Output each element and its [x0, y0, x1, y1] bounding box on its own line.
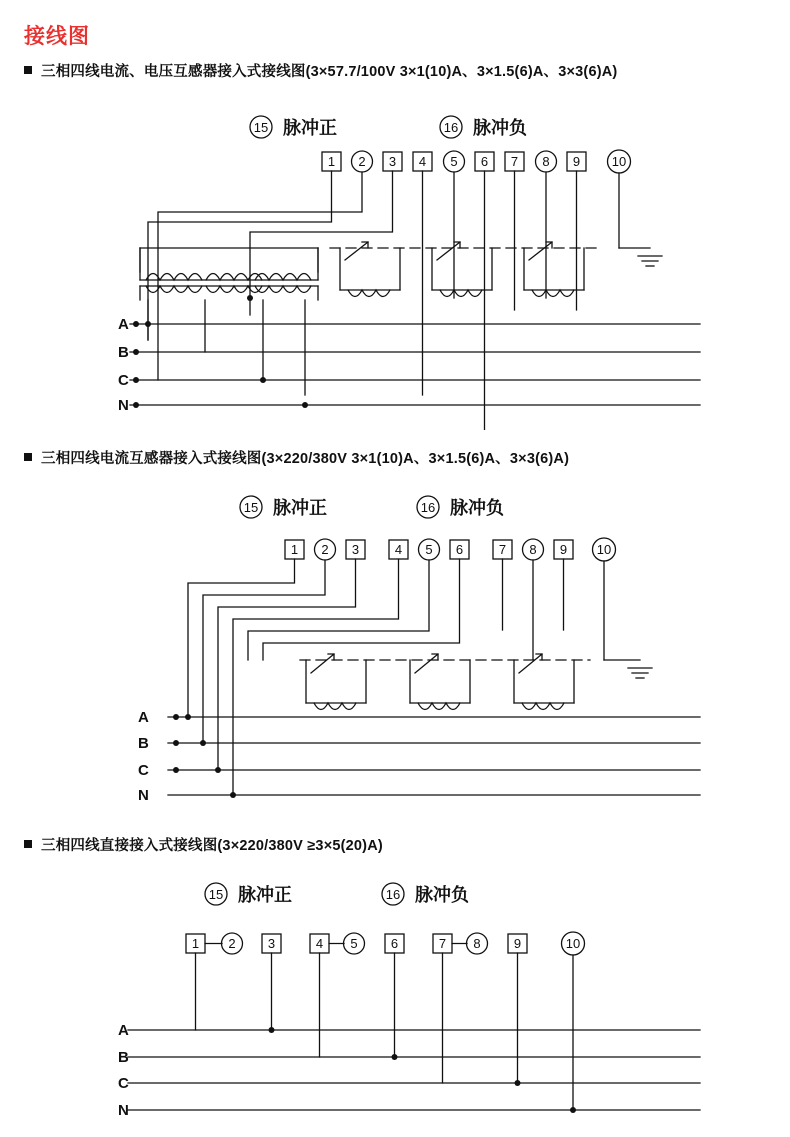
terminal-6-label: 6	[480, 154, 489, 169]
pulse-neg-label-2: 脉冲负	[450, 498, 504, 518]
terminal-7-label: 7	[498, 542, 507, 557]
pulse-pos-label-2: 脉冲正	[273, 498, 327, 518]
terminal-3-label: 3	[267, 936, 276, 951]
terminal-6-label: 6	[455, 542, 464, 557]
bullet-marker-icon	[24, 840, 32, 848]
section-heading-2	[24, 447, 569, 468]
terminal-8-label: 8	[529, 542, 537, 557]
section-heading-3	[24, 834, 383, 855]
phase-n-label-2: N	[138, 787, 149, 804]
terminal-9-label: 9	[572, 154, 581, 169]
terminal-9-label: 9	[559, 542, 568, 557]
pulse-neg-label-1: 脉冲负	[473, 118, 527, 138]
pulse-neg-number-1: 16	[443, 120, 459, 135]
terminal-2-label: 2	[228, 936, 236, 951]
terminal-8-label: 8	[473, 936, 481, 951]
junction-dots-2	[173, 714, 236, 798]
pulse-pos-label-3: 脉冲正	[238, 885, 292, 905]
wiring-diagram-1-svg	[0, 100, 790, 430]
terminal-8-label: 8	[542, 154, 550, 169]
pulse-neg-number-3: 16	[385, 887, 401, 902]
terminal-4-label: 4	[418, 154, 427, 169]
terminal-7-label: 7	[510, 154, 519, 169]
terminal-1-label: 1	[191, 936, 200, 951]
pulse-neg-number-2: 16	[420, 500, 436, 515]
pulse-pos-number-3: 15	[208, 887, 224, 902]
terminal-5-label: 5	[350, 936, 358, 951]
phase-a-label-3: A	[118, 1022, 129, 1039]
terminal-3-label: 3	[388, 154, 397, 169]
terminal-10-label: 10	[611, 154, 627, 169]
section-heading-1	[24, 60, 617, 81]
wiring-diagram-3-svg	[0, 872, 790, 1132]
phase-a-label-2: A	[138, 709, 149, 726]
phase-n-label-1: N	[118, 397, 129, 414]
terminal-4-label: 4	[394, 542, 403, 557]
terminal-10-label: 10	[565, 936, 581, 951]
terminal-5-label: 5	[425, 542, 433, 557]
section-heading-2-text: 三相四线电流互感器接入式接线图(3×220/380V 3×1(10)A、3×1.5(6)A、3×3(6)A)	[41, 451, 570, 467]
pulse-pos-label-1: 脉冲正	[283, 118, 337, 138]
phase-b-label-1: B	[118, 344, 129, 361]
terminal-7-label: 7	[438, 936, 447, 951]
section-heading-1-text: 三相四线电流、电压互感器接入式接线图(3×57.7/100V 3×1(10)A、3×1.5(6)A、3×3(6)A)	[41, 64, 618, 80]
pulse-neg-label-3: 脉冲负	[415, 885, 469, 905]
phase-c-label-2: C	[138, 762, 149, 779]
bullet-marker-icon	[24, 453, 32, 461]
terminal-6-label: 6	[390, 936, 399, 951]
terminal-1-label: 1	[327, 154, 336, 169]
junction-dots-3	[269, 1027, 577, 1113]
terminal-9-label: 9	[513, 936, 522, 951]
terminal-5-label: 5	[450, 154, 458, 169]
terminal-10-label: 10	[596, 542, 612, 557]
phase-b-label-3: B	[118, 1049, 129, 1066]
terminal-3-label: 3	[351, 542, 360, 557]
pulse-pos-number-2: 15	[243, 500, 259, 515]
terminal-1-label: 1	[290, 542, 299, 557]
terminal-4-label: 4	[315, 936, 324, 951]
terminal-2-label: 2	[358, 154, 366, 169]
wiring-diagram-1	[0, 100, 790, 435]
bullet-marker-icon	[24, 66, 32, 74]
phase-b-label-2: B	[138, 735, 149, 752]
section-heading-3-text: 三相四线直接接入式接线图(3×220/380V ≥3×5(20)A)	[41, 838, 383, 854]
wiring-diagram-3	[0, 872, 790, 1137]
phase-a-label-1: A	[118, 316, 129, 333]
phase-c-label-1: C	[118, 372, 129, 389]
page-title: 接线图	[24, 25, 90, 48]
wiring-diagram-2-svg	[0, 485, 790, 815]
wiring-diagram-2	[0, 485, 790, 820]
terminal-2-label: 2	[321, 542, 329, 557]
phase-c-label-3: C	[118, 1075, 129, 1092]
pulse-pos-number-1: 15	[253, 120, 269, 135]
phase-n-label-3: N	[118, 1102, 129, 1119]
